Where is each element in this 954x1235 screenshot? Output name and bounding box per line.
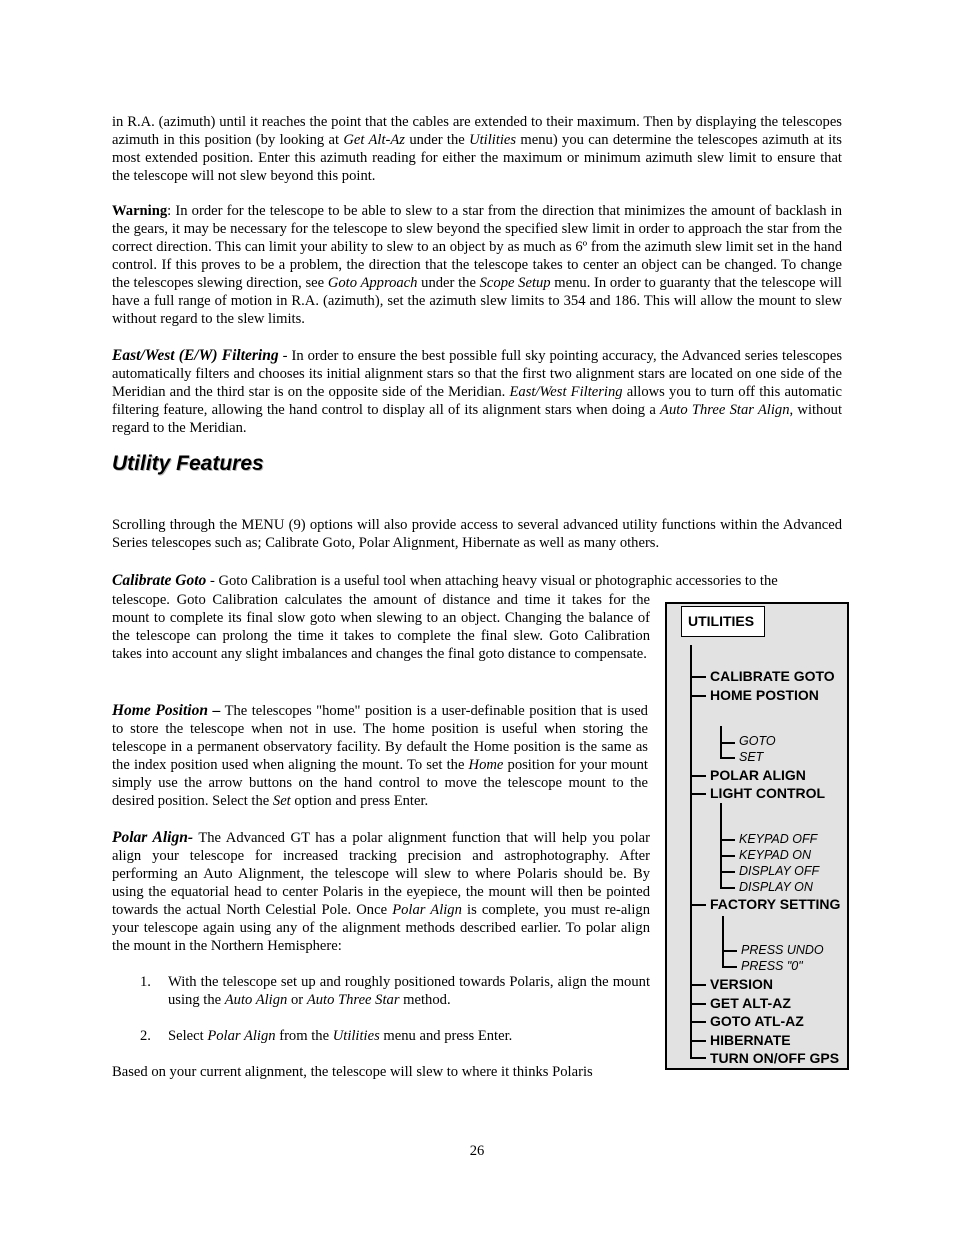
text-run: Utilities — [332, 1028, 380, 1044]
text-run: Auto Three Star — [306, 992, 400, 1008]
subtree-line — [722, 916, 724, 966]
text-run: from the — [275, 1028, 333, 1044]
text-run: position for your mount simply use the arrow buttons on the hand control to move the telescope mount to the desired position. Select the — [112, 757, 648, 809]
text-run: East/West Filtering — [509, 384, 623, 400]
menu-item-goto-alt-az: GOTO ATL-AZ — [710, 1013, 804, 1029]
tree-branch — [720, 757, 735, 759]
calibrate-goto-label: Calibrate Goto — [112, 572, 207, 589]
tree-branch — [690, 1057, 706, 1059]
tree-branch — [720, 871, 735, 873]
text-run: Goto Approach — [327, 275, 418, 291]
submenu-item-keypad-off: KEYPAD OFF — [739, 832, 818, 846]
tree-branch — [720, 742, 735, 744]
menu-item-hibernate: HIBERNATE — [710, 1032, 791, 1048]
text-run: option and press Enter. — [290, 793, 429, 809]
text-run: menu. In order to guaranty that the telescope will have a full range of motion in R.A. (azimuth), set the azimuth slew limits to 354 and 186. This will allow the mount to slew without regard to the slew limits. — [112, 275, 842, 327]
text-run: With the telescope set up and roughly positioned towards Polaris, align the mount using the — [168, 974, 650, 1008]
home-position-label: Home Position – — [112, 702, 221, 719]
menu-item-factory-setting: FACTORY SETTING — [710, 896, 841, 912]
paragraph-azimuth-limit — [112, 113, 842, 185]
menu-item-gps: TURN ON/OFF GPS — [710, 1050, 840, 1066]
text-run: , without regard to the Meridian. — [112, 402, 842, 436]
paragraph-warning — [112, 202, 842, 328]
paragraph-based-on: Based on your current alignment, the telescope will slew to where it thinks Polaris — [112, 1064, 593, 1080]
list-text — [168, 1027, 650, 1045]
text-run: Polar Align — [207, 1028, 276, 1044]
paragraph-calibrate-rest: telescope. Goto Calibration calculates the amount of distance and time it takes for the mount to complete its final slow goto when slewing to an object. Changing the balance of the telescope can prolong the time it takes to complete the final slew. Goto Calibration takes into account any slight imbalances and changes the final goto distance to compensate. — [112, 592, 650, 662]
paragraph-scrolling: Scrolling through the MENU (9) options will also provide access to several advanced utility functions within the Advanced Series telescopes such as; Calibrate Goto, Polar Alignment, Hibernate as well as many others. — [112, 517, 842, 551]
tree-branch — [690, 676, 706, 678]
text-run: - Goto Calibration is a useful tool when attaching heavy visual or photographic accessories to the — [206, 573, 778, 589]
text-run: The telescopes "home" position is a user-definable position that is used to store the telescope when not in use. The home position is useful when storing the telescope in a permanent observatory facility. By default the Home position is the same as the index position used when aligning the mount. To set the — [112, 703, 648, 773]
text-run: The Advanced GT has a polar alignment function that will help you polar align your telescope for increased tracking precision and astrophotography. After performing an Auto Alignment, the telescope will slew to where Polaris should be. By using the equatorial head to center Polaris in the eyepiece, the mount will then be pointed towards the actual North Celestial Pole. Once — [112, 830, 651, 918]
submenu-item-display-off: DISPLAY OFF — [739, 864, 820, 878]
menu-item-get-alt-az: GET ALT-AZ — [710, 995, 791, 1011]
text-run: method. — [399, 992, 451, 1008]
text-run: in R.A. (azimuth) until it reaches the point that the cables are extended to their maximum. Then by displaying the telescopes azimuth in this position (by looking at — [112, 114, 842, 148]
tree-branch — [720, 839, 735, 841]
text-run: Polar Align — [392, 902, 462, 918]
paragraph-polar-align — [112, 829, 650, 955]
text-run: Set — [272, 793, 291, 809]
text-run: under the — [405, 132, 470, 148]
submenu-item-press-zero: PRESS "0" — [741, 959, 803, 973]
submenu-item-display-on: DISPLAY ON — [739, 880, 813, 894]
menu-item-home-position: HOME POSTION — [710, 687, 819, 703]
section-heading: Utility Features — [112, 452, 264, 475]
submenu-item-goto: GOTO — [739, 734, 776, 748]
text-run: menu and press Enter. — [379, 1028, 513, 1044]
paragraph-east-west-filtering — [112, 347, 842, 437]
text-run: under the — [417, 275, 480, 291]
tree-branch — [690, 984, 706, 986]
text-run: or — [287, 992, 307, 1008]
polar-align-label: Polar Align- — [112, 829, 194, 846]
text-run: Scope Setup — [479, 275, 551, 291]
list-item — [112, 1027, 650, 1045]
list-number: 1. — [140, 974, 151, 990]
tree-branch — [690, 793, 706, 795]
submenu-item-press-undo: PRESS UNDO — [741, 943, 824, 957]
text-run: is complete, you must re-align your telescope again using any of the alignment methods described earlier. To polar align the mount in the Northern Hemisphere: — [112, 902, 651, 954]
tree-branch — [690, 1003, 706, 1005]
text-run: Auto Three Star Align — [660, 402, 790, 418]
menu-item-polar-align: POLAR ALIGN — [710, 767, 806, 783]
tree-branch — [690, 1040, 706, 1042]
tree-branch — [722, 950, 737, 952]
page-number: 26 — [469, 1143, 485, 1159]
east-west-label: East/West (E/W) Filtering — [112, 347, 279, 364]
menu-item-calibrate-goto: CALIBRATE GOTO — [710, 668, 835, 684]
menu-item-version: VERSION — [710, 976, 774, 992]
list-item — [112, 973, 650, 1009]
utilities-menu-title: UTILITIES — [681, 606, 765, 637]
paragraph-calibrate-first-line — [112, 572, 842, 590]
text-run: allows you to turn off this automatic filtering feature, allowing the hand control to display all of its alignment stars when doing a — [112, 384, 842, 418]
tree-branch — [690, 695, 706, 697]
warning-label: Warning — [112, 203, 168, 219]
menu-item-light-control: LIGHT CONTROL — [710, 785, 826, 801]
text-run: - In order to ensure the best possible full sky pointing accuracy, the Advanced series telescopes automatically filters and chooses its initial alignment stars so that the first two alignment stars are located on one side of the Meridian and the third star is on the opposite side of the Meridian. — [112, 348, 843, 400]
list-text — [168, 973, 650, 1009]
text-run: : In order for the telescope to be able to slew to a star from the direction that minimizes the amount of backlash in the gears, it may be necessary for the telescope to slew beyond the specified slew limit in order to approach the star from the correct direction. This can limit your ability to slew to an object by as much as 6º from the azimuth slew limit set in the hand control. If this proves to be a problem, the direction that the telescope takes to center an object can be changed. To change the telescopes slewing direction, see — [112, 203, 842, 291]
tree-branch — [720, 887, 735, 889]
submenu-item-set: SET — [739, 750, 764, 764]
text-run: Auto Align — [224, 992, 288, 1008]
text-run: menu) you can determine the telescopes azimuth at its most extended position. Enter this azimuth reading for either the maximum or minimum azimuth slew limit to ensure that the telescope will not slew beyond this point. — [112, 132, 842, 184]
text-run: Select — [168, 1028, 208, 1044]
list-number: 2. — [140, 1028, 151, 1044]
tree-branch — [690, 904, 706, 906]
subtree-line — [720, 803, 722, 887]
submenu-item-keypad-on: KEYPAD ON — [739, 848, 812, 862]
tree-branch — [720, 855, 735, 857]
paragraph-home-position — [112, 702, 648, 810]
tree-branch — [690, 1021, 706, 1023]
text-run: Utilities — [469, 132, 517, 148]
text-run: Home — [468, 757, 504, 773]
tree-branch — [722, 966, 737, 968]
text-run: Get Alt-Az — [343, 132, 405, 148]
tree-branch — [690, 775, 706, 777]
tree-trunk-line — [690, 645, 692, 1057]
